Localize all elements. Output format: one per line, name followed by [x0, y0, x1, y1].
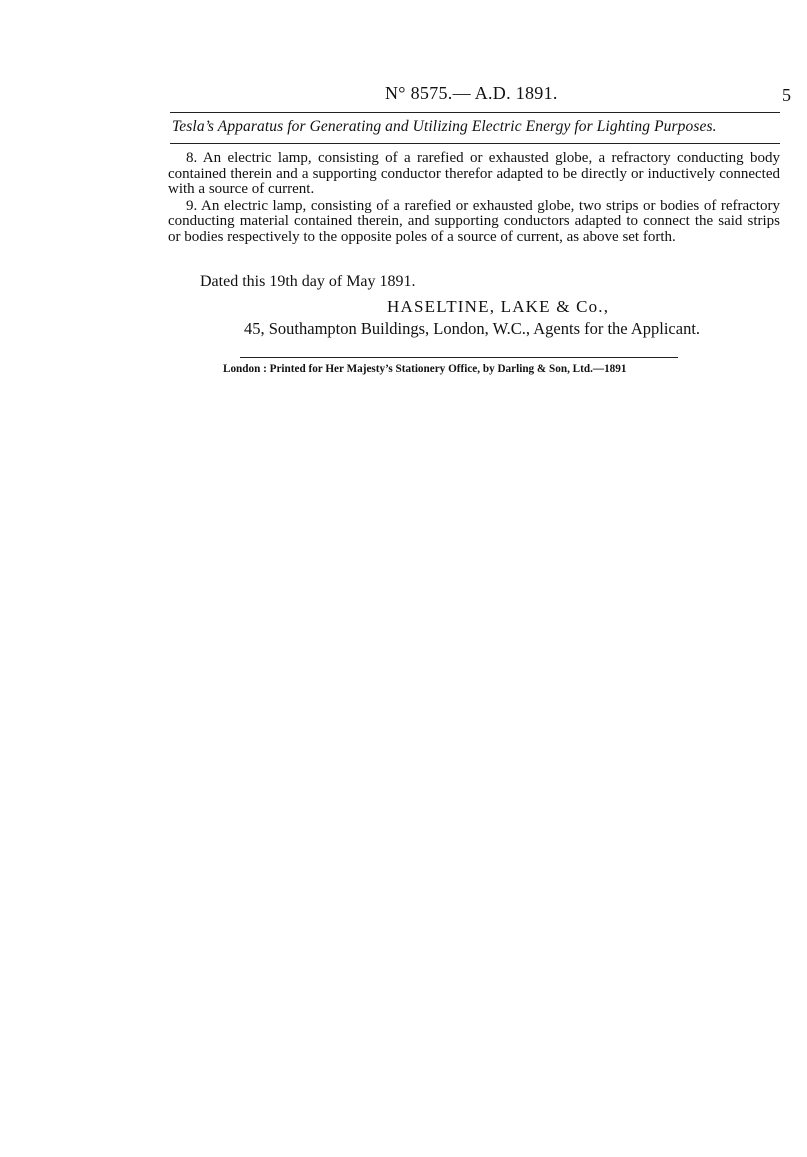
claim-8: 8. An electric lamp, consisting of a rarefied or exhausted globe, a refractory conducting body contained therein and a supporting conductor therefor adapted to be directly or inductively connected with a source of current. [168, 150, 780, 197]
footer-rule [240, 357, 678, 358]
agent-name: HASELTINE, LAKE & Co., [387, 297, 610, 316]
printer-imprint: London : Printed for Her Majesty’s Stationery Office, by Darling & Son, Ltd.—1891 [223, 363, 627, 375]
title-rule [170, 143, 780, 144]
dated-line: Dated this 19th day of May 1891. [200, 273, 416, 290]
page-header [0, 83, 807, 107]
running-title: Tesla’s Apparatus for Generating and Utilizing Electric Energy for Lighting Purposes. [172, 118, 717, 135]
page-number: 5 [782, 85, 791, 105]
claims-section [168, 151, 780, 246]
document-number: N° 8575.— A.D. 1891. [385, 83, 558, 103]
header-rule [170, 112, 780, 113]
agent-address: 45, Southampton Buildings, London, W.C., Agents for the Applicant. [244, 319, 701, 338]
claim-9: 9. An electric lamp, consisting of a rarefied or exhausted globe, two strips or bodies of refractory conducting material contained therein, and supporting conductors adapted to connect the said strips or bodies respectively to the opposite poles of a source of current, as above set forth. [168, 197, 780, 245]
